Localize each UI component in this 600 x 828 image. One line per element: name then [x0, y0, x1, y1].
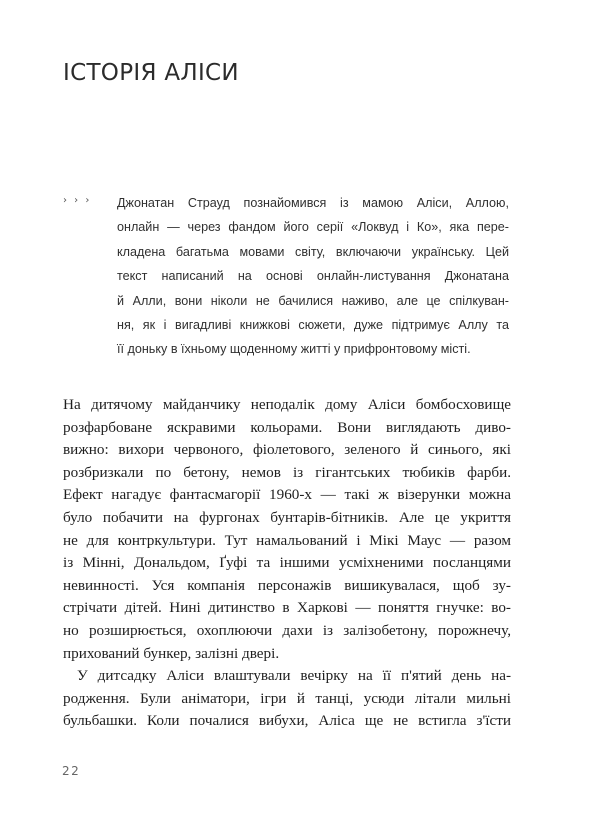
intro-line: онлайн — через фандом його серії «Локвуд і Ко», яка пере-	[117, 220, 509, 235]
body-line: стрічати дітей. Нині дитинство в Харкові — поняття гнучке: во-	[63, 599, 511, 617]
body-line: не для контркультури. Тут намальований і Мікі Маус — разом	[63, 531, 511, 549]
body-line: На дитячому майданчику неподалік дому Аліси бомбосховище	[63, 396, 511, 413]
body-text	[63, 394, 511, 733]
intro-line: Джонатан Страуд познайомився із мамою Аліси, Аллою,	[117, 196, 509, 210]
intro-line: й Алли, вони ніколи не бачилися наживо, але це спілкуван-	[117, 293, 509, 308]
body-line: У дитсадку Аліси влаштували вечірку на її п'ятий день на-	[77, 667, 511, 685]
intro-line: кладена багатьма мовами світу, включаючи українську. Цей	[117, 244, 509, 259]
body-line: невинності. Уся компанія персонажів вишикувалася, щоб зу-	[63, 576, 511, 594]
body-line: розбризкали по бетону, немов із гігантських тюбиків фарби.	[63, 463, 511, 481]
intro-line: текст написаний на основі онлайн-листування Джонатана	[117, 269, 509, 284]
body-line: родження. Були аніматори, ігри й танці, усюди літали мильні	[63, 689, 511, 707]
intro-line: ня, як і вигадливі книжкові сюжети, дуже підтримує Аллу та	[117, 317, 509, 332]
intro-marker-icon: › › ›	[63, 195, 92, 206]
body-line: прихований бункер, залізні двері.	[63, 644, 280, 662]
body-line: було побачити на фургонах бунтарів-бітників. Але це укриття	[63, 508, 511, 526]
body-line: Ефект нагадує фантасмагорії 1960-х — такі ж візерунки можна	[63, 486, 511, 504]
chapter-title: ІСТОРІЯ АЛІСИ	[63, 60, 239, 86]
body-line: но розширюється, охоплюючи дахи із залізобетону, порожнечу,	[63, 621, 511, 639]
intro-paragraph	[117, 191, 509, 362]
body-line: розфарбоване яскравими кольорами. Вони виглядають диво-	[63, 418, 511, 436]
page-number: 22	[62, 764, 81, 778]
body-line: бульбашки. Коли почалися вибухи, Аліса ще не встигла з'їсти	[63, 712, 511, 730]
intro-line: її доньку в їхньому щоденному житті у прифронтовому місті.	[117, 342, 471, 357]
body-line: вижно: вихори червоного, фіолетового, зеленого й синього, які	[63, 441, 511, 459]
body-line: із Мінні, Дональдом, Ґуфі та іншими усміхненими посланцями	[63, 554, 511, 572]
